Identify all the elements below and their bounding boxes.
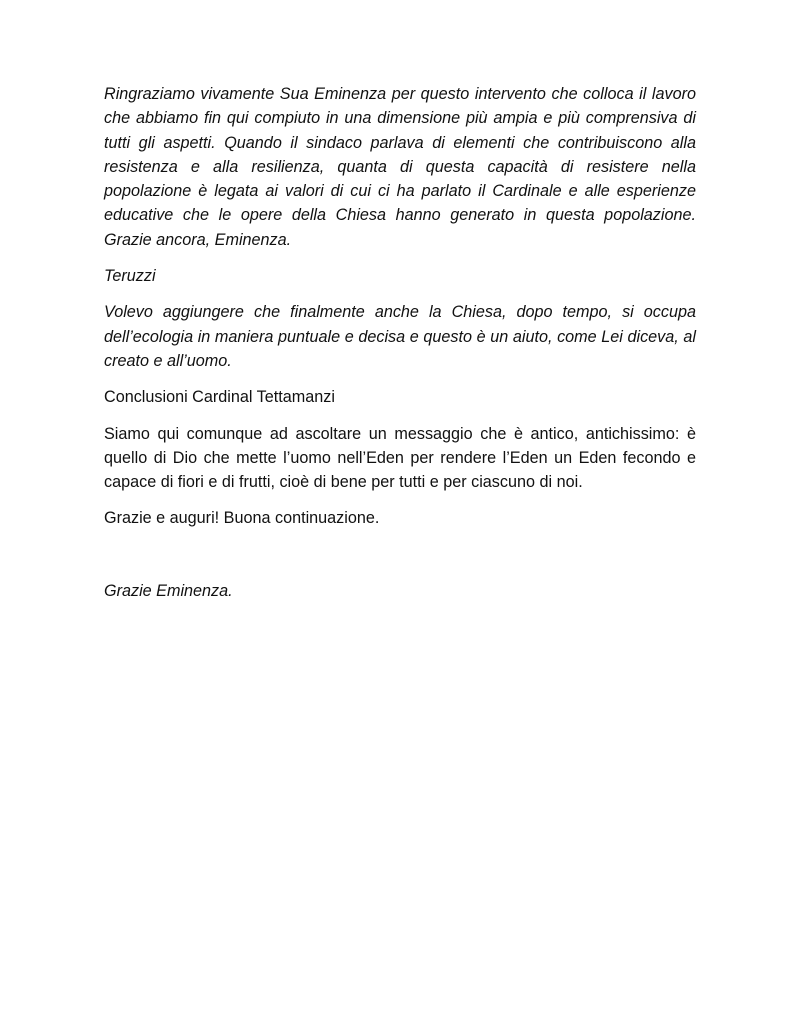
spacer xyxy=(104,543,696,579)
document-page xyxy=(104,82,696,615)
speaker-name-teruzzi: Teruzzi xyxy=(104,267,156,286)
paragraph-closing-greeting: Grazie e auguri! Buona continuazione. xyxy=(104,509,380,528)
paragraph-final-thanks: Grazie Eminenza. xyxy=(104,581,233,600)
section-heading-conclusions: Conclusioni Cardinal Tettamanzi xyxy=(104,388,335,407)
paragraph-teruzzi-remark: Volevo aggiungere che finalmente anche la Chiesa, dopo tempo, si occupa dell’ecologia in maniera puntuale e decisa e questo è un aiuto, come Lei diceva, al creato e all’uomo. xyxy=(104,303,696,370)
paragraph-moderator-thanks: Ringraziamo vivamente Sua Eminenza per questo intervento che colloca il lavoro che abbiamo fin qui compiuto in una dimensione più ampia e più comprensiva di tutti gli aspetti. Quando il sindaco parlava di elementi che contribuiscono alla resistenza e alla resilienza, quanta di questa capacità di resistere nella popolazione è legata ai valori di cui ci ha parlato il Cardinale e alle esperienze educative che le opere della Chiesa hanno generato in questa popolazione. Grazie ancora, Eminenza. xyxy=(104,85,696,249)
paragraph-cardinal-message: Siamo qui comunque ad ascoltare un messaggio che è antico, antichissimo: è quello di Dio che mette l’uomo nell’Eden per rendere l’Eden un Eden fecondo e capace di fiori e di frutti, cioè di bene per tutti e per ciascuno di noi. xyxy=(104,424,696,492)
